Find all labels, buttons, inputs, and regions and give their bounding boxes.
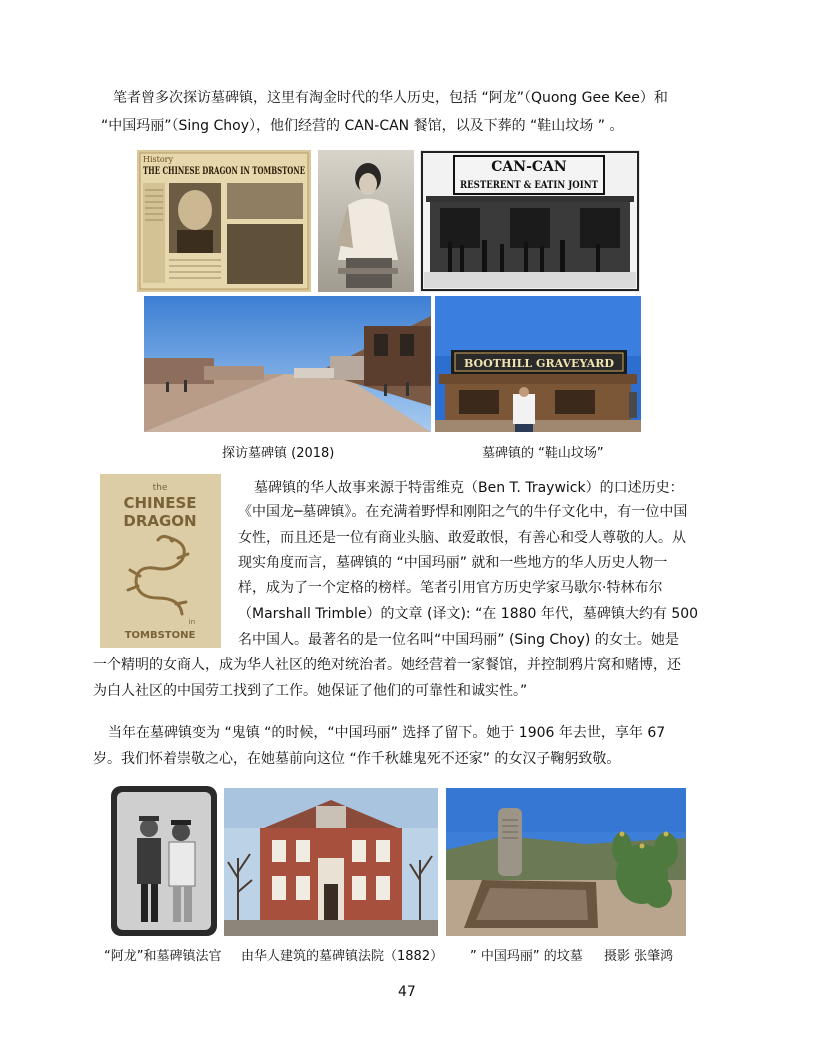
tombstone-courthouse-photo: [224, 788, 438, 936]
paragraph-2-line-8: 一个精明的女商人，成为华人社区的绝对统治者。她经营着一家餐馆，并控制鸦片窝和赌博，还: [93, 657, 681, 673]
caption-visit-tombstone: 探访墓碑镇 (2018): [222, 446, 335, 461]
paragraph-2-line-7: 名中国人。最著名的是一位名叫“中国玛丽” (Sing Choy) 的女士。她是: [238, 632, 679, 648]
paragraph-3-line-2: 岁。我们怀着崇敬之心，在她墓前向这位 “作千秋雄鬼死不还家” 的女汉子鞠躬致敬。: [93, 751, 621, 767]
caption-grave: ” 中国玛丽” 的坟墓: [470, 949, 583, 964]
cancan-restaurant-photo: [420, 150, 640, 292]
boothill-graveyard-photo: [435, 296, 641, 432]
caption-photographer: 摄影 张肇鸿: [604, 949, 674, 964]
newspaper-clipping-photo: [137, 150, 311, 292]
paragraph-1-line-2: “中国玛丽”（Sing Choy），他们经营的 CAN-CAN 餐馆，以及下葬的 “鞋山坟场 ” 。: [101, 118, 624, 134]
tombstone-street-photo: [144, 296, 431, 432]
book-title-in: in: [188, 618, 196, 626]
chinese-dragon-book-cover: [100, 474, 221, 648]
newspaper-header: History: [143, 155, 174, 164]
paragraph-2-line-2: 《中国龙─墓碑镇》。在充满着野悍和刚阳之气的牛仔文化中，有一位中国: [238, 504, 688, 520]
sing-choy-grave-photo: [446, 788, 686, 936]
book-title-the: the: [152, 483, 168, 493]
cancan-sign-line-1: CAN-CAN: [491, 159, 567, 175]
paragraph-2-line-3: 女性，而且还是一位有商业头脑、敢爱敢恨，有善心和受人尊敬的人。从: [238, 530, 686, 546]
cancan-sign-line-2: RESTERENT & EATIN JOINT: [460, 180, 599, 191]
paragraph-2-line-5: 样，成为了一个定格的榜样。笔者引用官方历史学家马歇尔·特林布尔: [238, 580, 663, 596]
page-number: 47: [398, 984, 416, 1000]
paragraph-2-line-9: 为白人社区的中国劳工找到了工作。她保证了他们的可靠性和诚实性。”: [93, 683, 528, 699]
book-title-tombstone: TOMBSTONE: [124, 630, 196, 641]
paragraph-2-line-6: （Marshall Trimble）的文章 (译文): “在 1880 年代，墓碑镇大约有 500: [238, 606, 699, 622]
paragraph-1-line-1: 笔者曾多次探访墓碑镇，这里有淘金时代的华人历史，包括 “阿龙”（Quong Gee Kee）和: [113, 90, 668, 106]
caption-quong-and-judge: “阿龙”和墓碑镇法官: [104, 949, 222, 964]
book-title-dragon: DRAGON: [123, 512, 197, 530]
paragraph-3-line-1: 当年在墓碑镇变为 “鬼镇 “的时候，“中国玛丽” 选择了留下。她于 1906 年去世，享年 67: [108, 725, 666, 741]
quong-gee-kee-and-judge-photo: [111, 786, 217, 936]
book-title-chinese: CHINESE: [123, 494, 197, 512]
caption-courthouse: 由华人建筑的墓碑镇法院（1882）: [241, 949, 444, 964]
caption-boothill: 墓碑镇的 “鞋山坟场”: [482, 446, 604, 461]
paragraph-2-line-4: 现实角度而言，墓碑镇的 “中国玛丽” 就和一些地方的华人历史人物一: [238, 555, 668, 571]
newspaper-title: THE CHINESE DRAGON IN TOMBSTONE: [143, 166, 306, 177]
boothill-sign: BOOTHILL GRAVEYARD: [464, 357, 615, 370]
paragraph-2-line-1: 墓碑镇的华人故事来源于特雷维克（Ben T. Traywick）的口述历史：: [254, 480, 684, 496]
sing-choy-portrait-photo: [318, 150, 414, 292]
